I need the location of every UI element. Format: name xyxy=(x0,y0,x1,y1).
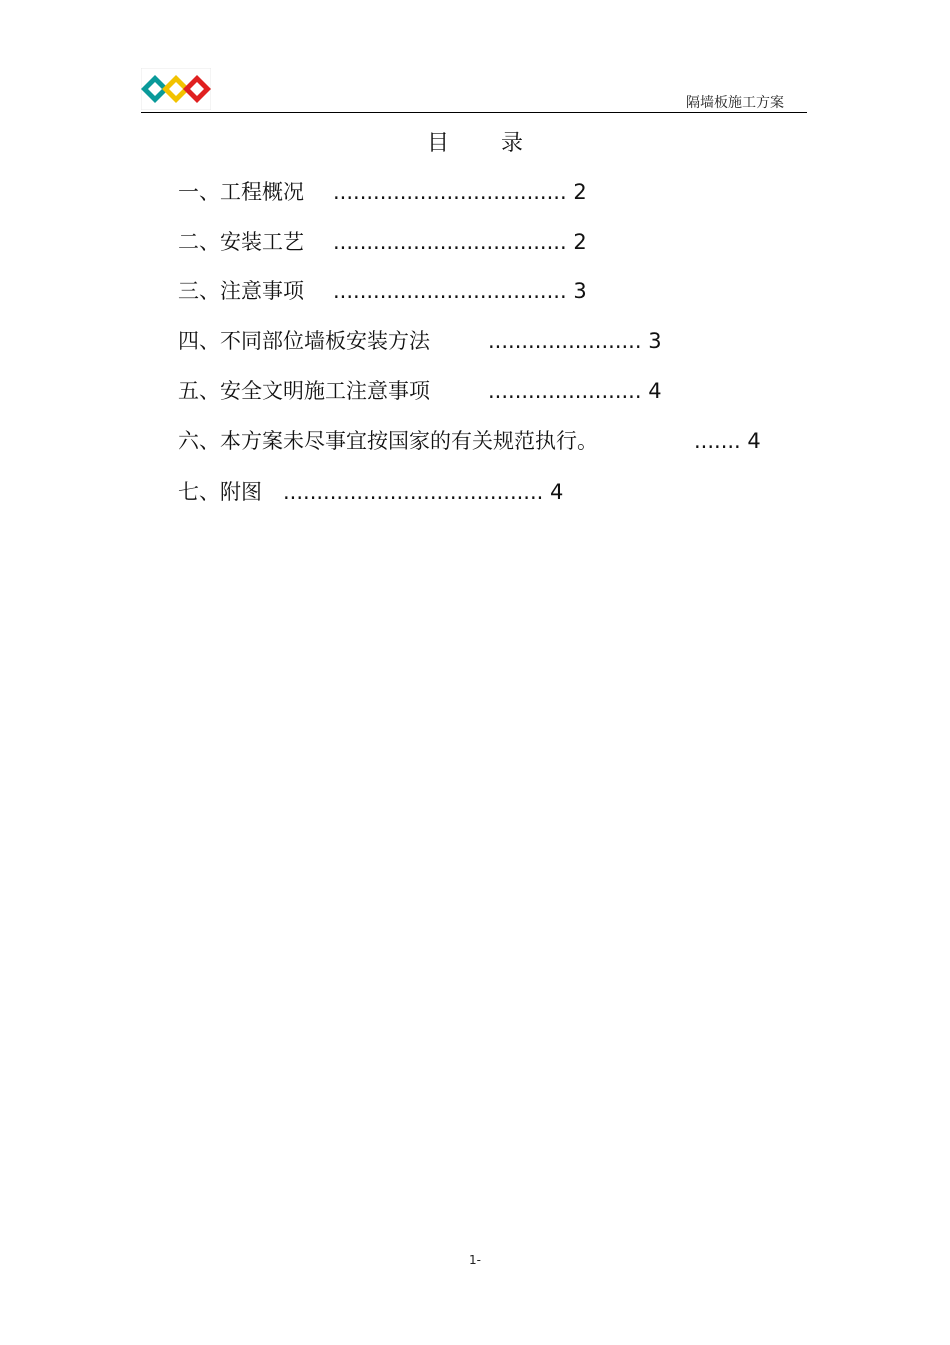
toc-heading-char-2: 录 xyxy=(501,131,524,156)
toc-dot-leader: ....................... xyxy=(488,379,642,403)
toc-entry-label: 六、本方案未尽事宜按国家的有关规范执行。 xyxy=(178,429,598,453)
toc-dot-leader: ....................................... xyxy=(283,480,544,504)
toc-entry-4[interactable] xyxy=(178,326,662,356)
toc-entry-leader-and-page xyxy=(283,477,563,507)
toc-entry-leader-and-page xyxy=(488,376,662,406)
toc-entry-5[interactable] xyxy=(178,376,662,406)
toc-page-number: 2 xyxy=(573,230,587,254)
toc-entry-6[interactable] xyxy=(178,426,761,456)
company-logo-icon xyxy=(141,68,211,110)
page-number: 1- xyxy=(469,1253,481,1267)
toc-dot-leader: ....... xyxy=(694,429,741,453)
toc-entry-leader-and-page xyxy=(488,326,662,356)
toc-page-number: 3 xyxy=(648,329,662,353)
toc-dot-leader: ................................... xyxy=(333,279,567,303)
toc-entry-leader-and-page xyxy=(333,227,587,257)
toc-page-number: 4 xyxy=(550,480,564,504)
toc-entry-leader-and-page xyxy=(333,177,587,207)
toc-entry-leader-and-page xyxy=(333,276,587,306)
toc-entry-2[interactable] xyxy=(178,227,587,257)
toc-entry-label: 七、附图 xyxy=(178,480,262,504)
toc-entry-label: 二、安装工艺 xyxy=(178,230,304,254)
toc-page-number: 4 xyxy=(648,379,662,403)
header-title: 隔墙板施工方案 xyxy=(686,95,784,111)
toc-entry-3[interactable] xyxy=(178,276,587,306)
toc-dot-leader: ....................... xyxy=(488,329,642,353)
toc-heading-char-1: 目 xyxy=(426,131,449,156)
toc-entry-label: 四、不同部位墙板安装方法 xyxy=(178,329,430,353)
toc-entry-1[interactable] xyxy=(178,177,587,207)
toc-entry-label: 三、注意事项 xyxy=(178,279,304,303)
toc-page-number: 2 xyxy=(573,180,587,204)
toc-page-number: 3 xyxy=(573,279,587,303)
toc-heading xyxy=(0,126,950,157)
toc-entry-label: 一、工程概况 xyxy=(178,180,304,204)
toc-entry-leader-and-page xyxy=(694,426,761,456)
toc-page-number: 4 xyxy=(747,429,761,453)
toc-entry-label: 五、安全文明施工注意事项 xyxy=(178,379,430,403)
header-divider xyxy=(141,112,807,113)
toc-dot-leader: ................................... xyxy=(333,180,567,204)
toc-entry-7[interactable] xyxy=(178,477,564,507)
toc-dot-leader: ................................... xyxy=(333,230,567,254)
